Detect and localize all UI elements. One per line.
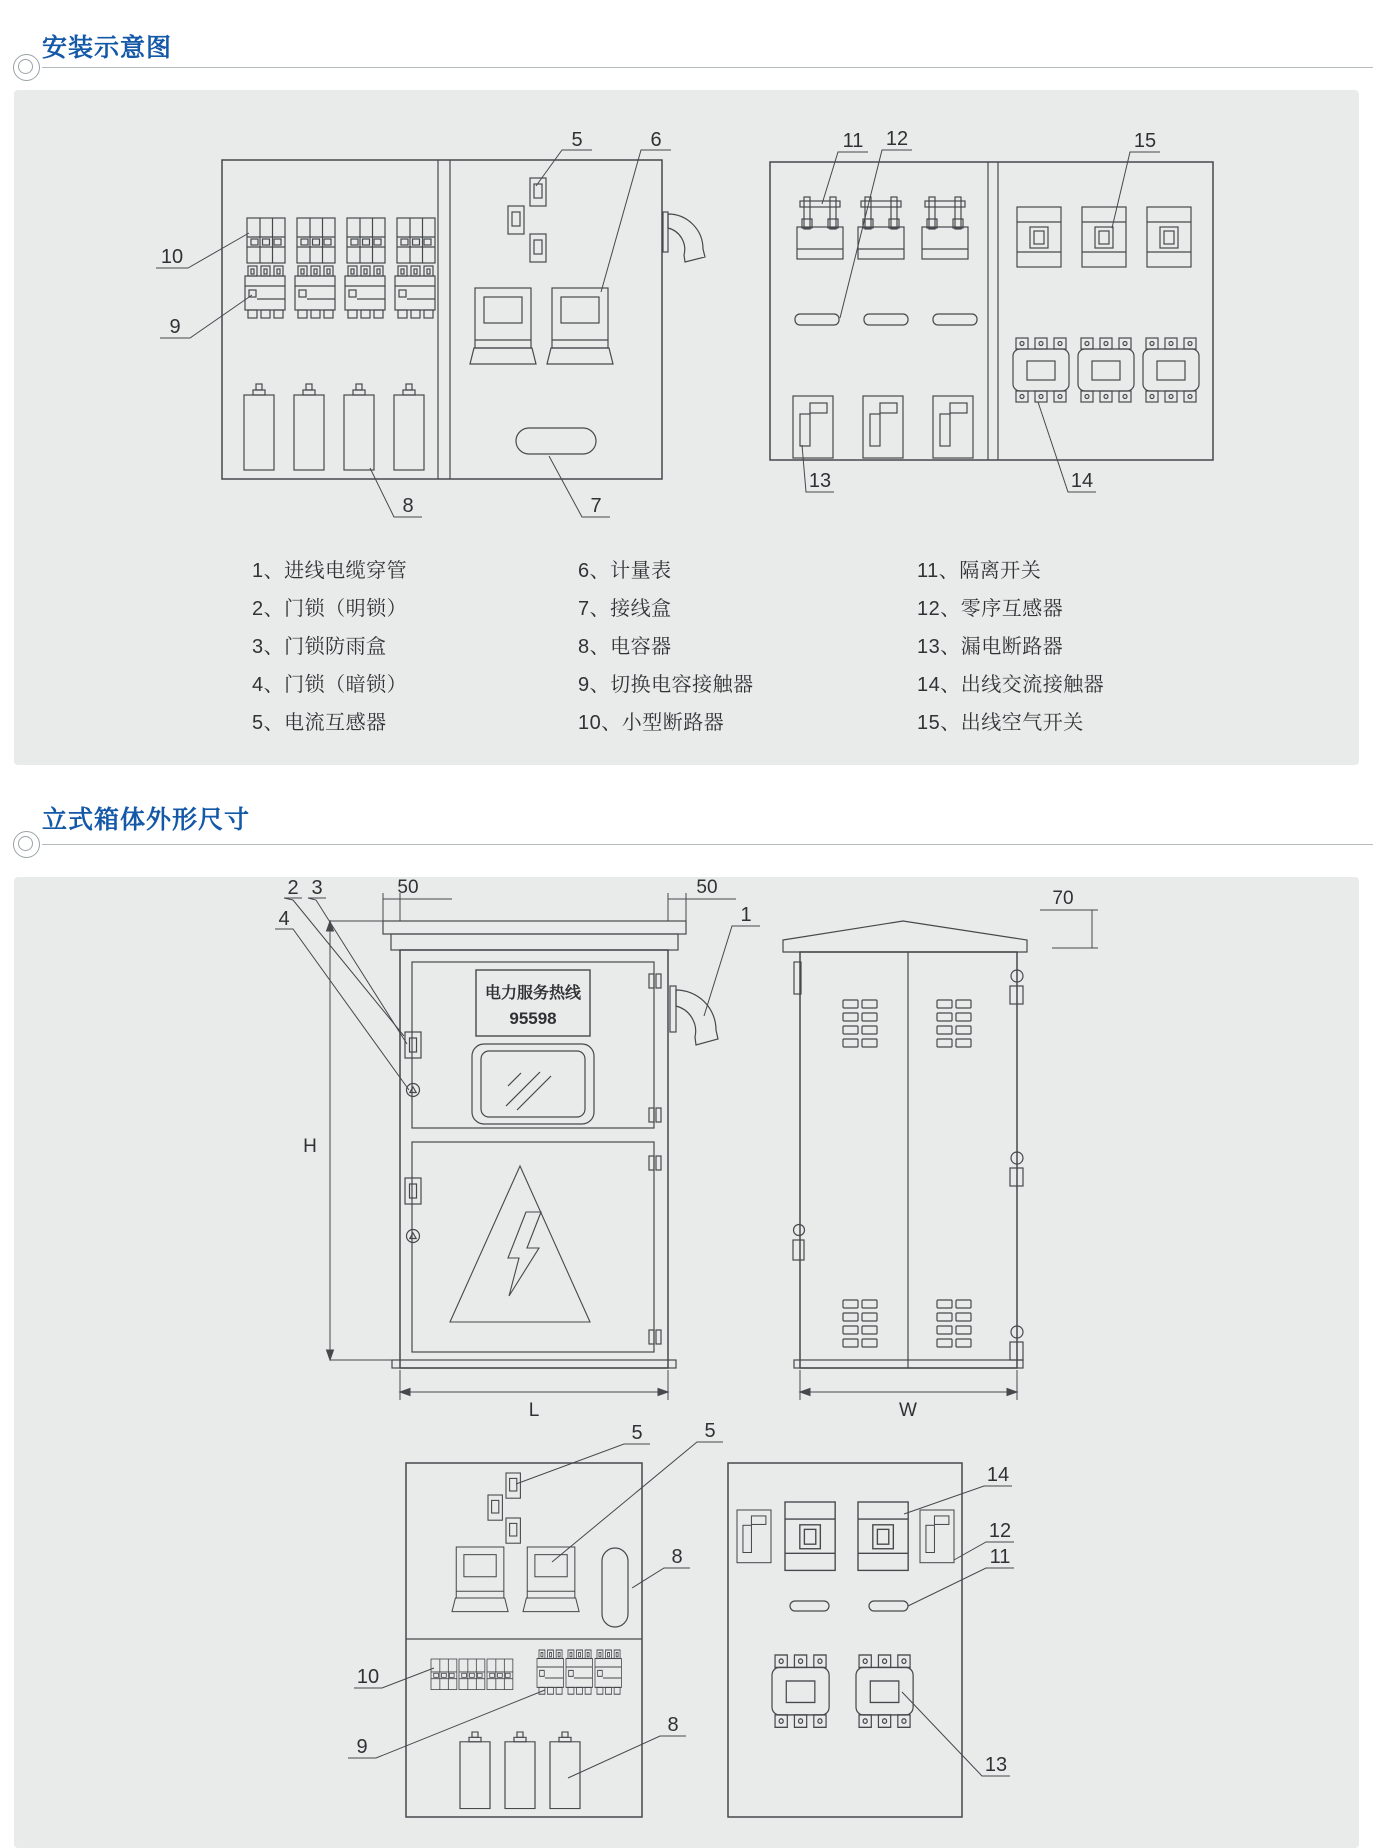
legend-item: 2、门锁（明锁） [252,598,408,620]
legend-item: 4、门锁（暗锁） [252,674,408,696]
callout-7: 7 [590,495,602,517]
section2-ring-icon [13,831,40,858]
dim-70: 70 [1052,888,1074,909]
legend-item: 5、电流互感器 [252,712,387,734]
callout-13: 13 [808,470,832,492]
dim-W: W [899,1400,917,1421]
callout-8: 8 [402,495,414,517]
callout-11: 11 [989,1546,1011,1568]
callout-6: 6 [650,129,662,151]
dim-50-right: 50 [696,877,718,898]
hotline-sign-line2: 95598 [509,1009,557,1028]
legend-item: 12、零序互感器 [917,598,1064,620]
legend-column-2 [578,552,754,742]
callout-5: 5 [571,129,583,151]
legend-item: 10、小型断路器 [578,712,725,734]
dim-L: L [528,1400,540,1421]
dim-50-left: 50 [397,877,419,898]
legend-item: 11、隔离开关 [917,560,1042,582]
callout-14: 14 [986,1464,1010,1486]
callout-9: 9 [356,1736,368,1758]
legend-item: 1、进线电缆穿管 [252,560,408,582]
callout-12: 12 [885,128,909,150]
legend-column-3 [917,552,1104,742]
callout-5b: 5 [704,1420,716,1442]
legend-item: 9、切换电容接触器 [578,674,754,696]
legend-item: 8、电容器 [578,636,672,658]
legend-item: 14、出线交流接触器 [917,674,1105,696]
hotline-sign-line1: 电力服务热线 [484,985,582,1002]
callout-2: 2 [287,877,299,899]
callout-10: 10 [356,1666,380,1688]
section2-divider-line [42,844,1373,845]
legend-item: 6、计量表 [578,560,672,582]
callout-8b: 8 [667,1714,679,1736]
section1-ring-icon [13,54,40,81]
callout-4: 4 [278,908,290,930]
section2-title: 立式箱体外形尺寸 [42,806,251,834]
callout-5a: 5 [631,1422,643,1444]
callout-1: 1 [740,904,752,926]
callout-9: 9 [169,316,181,338]
section1-title: 安装示意图 [42,34,173,62]
callout-12: 12 [988,1520,1012,1542]
dim-H: H [303,1136,317,1157]
callout-3: 3 [311,877,323,899]
callout-11: 11 [842,130,864,152]
callout-15: 15 [1133,130,1157,152]
legend-column-1 [252,552,407,742]
legend-item: 7、接线盒 [578,598,672,620]
callout-10: 10 [160,246,184,268]
section1-divider-line [42,67,1373,68]
callout-13: 13 [984,1754,1008,1776]
callout-14: 14 [1070,470,1094,492]
legend-item: 3、门锁防雨盒 [252,636,387,658]
legend-item: 13、漏电断路器 [917,636,1064,658]
callout-8a: 8 [671,1546,683,1568]
dimensions-panel [14,877,1359,1848]
legend-item: 15、出线空气开关 [917,712,1084,734]
